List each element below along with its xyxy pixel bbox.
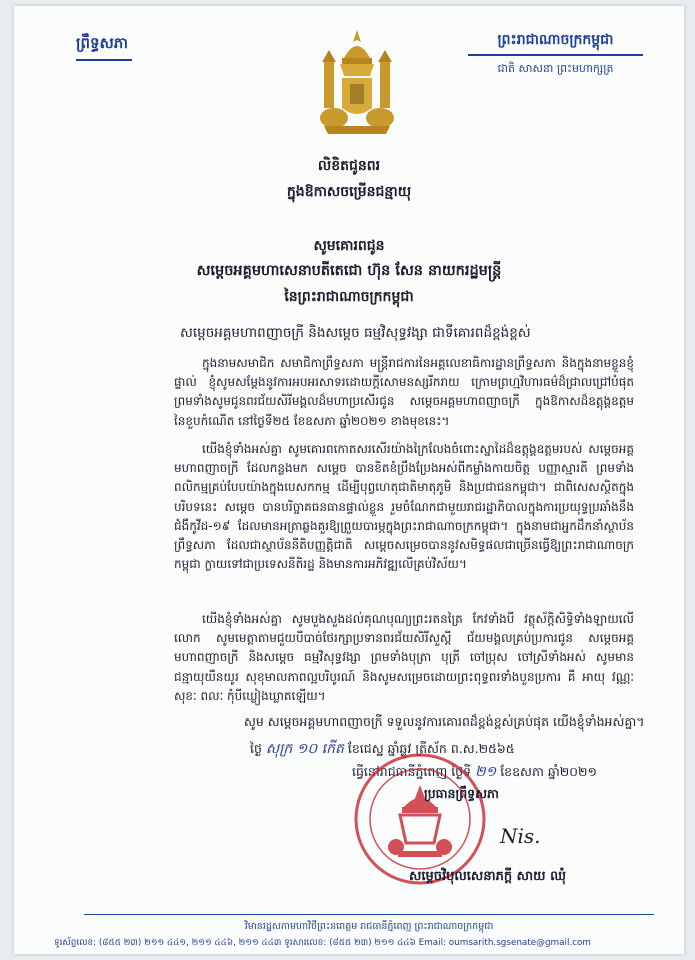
- royal-emblem-icon: [314, 28, 400, 136]
- solar-date-prefix: ធ្វើនៅរាជធានីភ្នំពេញ ថ្ងៃទី: [352, 764, 472, 779]
- closing-line: សូម សម្តេចអគ្គមហាពញាចក្រី ទទួលនូវការគោរពដ៏ខ្ពង់ខ្ពស់គ្រប់ផុត យើងខ្ញុំទាំងអស់គ្នា។: [244, 714, 645, 729]
- kingdom-title: ព្រះរាជាណាចក្រកម្ពុជា: [497, 32, 614, 48]
- to-label: សូមគោរពជូន: [313, 238, 385, 254]
- senate-header: [76, 34, 132, 61]
- recipient-org: នៃព្រះរាជាណាចក្រកម្ពុជា: [284, 289, 414, 305]
- kingdom-header: [468, 30, 643, 78]
- solar-date-suffix: ខែឧសភា ឆ្នាំ២០២១: [500, 764, 597, 779]
- letter-occasion: ក្នុងឱកាសចម្រើនជន្មាយុ: [286, 184, 412, 200]
- header-underline: [76, 59, 132, 61]
- recipient-name: សម្តេចអគ្គមហាសេនាបតីតេជោ ហ៊ុន សែន នាយករដ្ឋមន្ត្រី: [196, 263, 502, 279]
- paragraph-3: យើងខ្ញុំទាំងអស់គ្នា សូមបួងសួងដល់គុណបុណ្យព្រះរតនត្រៃ កែវទាំងបី វត្ថុស័ក្តិសិទ្ធិទាំងឡាយលើលោក សូមមេត្តាតាមជួយបីបាច់ថែរក្សាប្រទានពរជ័យសិរីសួស្តី ជ័យមង្គលគ្រប់ប្រការជូន សម្តេចអគ្គមហាពញាចក្រី និងសម្តេច ធម្មវិសុទ្ធវង្សា ព្រមទាំងបុត្រា បុត្រី ចៅប្រុស ចៅស្រីទាំងអស់ សូមមានជន្មាយុយឺនយូរ សុខុមាលភាពល្អបរិបូរណ៍ និងសូមសម្រេចដោយព្រះពុទ្ធពរទាំងបួនប្រការ គឺ អាយុ វណ្ណៈ សុខៈ ពលៈ កុំបីឃ្លៀងឃ្លាតឡើយ។: [174, 612, 634, 703]
- footer-address: វិមានរដ្ឋសភាមហាវិថីព្រះនរោត្តម រាជធានីភ្នំពេញ ព្រះរាជាណាចក្រកម្ពុជា: [244, 921, 494, 932]
- signer-role: ប្រធានព្រឹទ្ធសភា: [424, 786, 499, 801]
- footer-divider: [84, 914, 654, 915]
- letter-type: លិខិតជូនពរ: [317, 158, 381, 174]
- header-underline: [468, 54, 643, 56]
- signer-name: សម្តេចវិបុលសេនាភក្តី សាយ ឈុំ: [409, 869, 566, 884]
- paragraph-1: ក្នុងនាមសមាជិក សមាជិកាព្រឹទ្ធសភា មន្ត្រីរាជការនៃអគ្គលេខាធិការដ្ឋានព្រឹទ្ធសភា និងក្នុងនាមខ្លួនខ្ញុំផ្ទាល់ ខ្ញុំសូមសម្តែងនូវការអបអរសាទរដោយក្តីសោមនស្សរីករាយ ក្រោមព្រហ្មវិហារធម៌ដ៏ជ្រាលជ្រៅបំផុតព្រមទាំងសូមជូនពរជ័យសិរីមង្គលដ៏មហាប្រសើរជូន សម្តេចអគ្គមហាពញាចក្រី ក្នុងឱកាសដ៏ឧត្តុង្គឧត្តមនៃខួបកំណើត នៅថ្ងៃទី២៥ ខែឧសភា ឆ្នាំ២០២១ ខាងមុខនេះ។: [174, 356, 634, 428]
- paragraph-2: យើងខ្ញុំទាំងអស់គ្នា សូមគោរពកោតសរសើរយ៉ាងក្រៃលែងចំពោះស្នាដៃដ៏ឧត្តុង្គឧត្តមរបស់ សម្តេចអគ្គមហាពញាចក្រី ដែលកន្លងមក សម្តេច បានខិតខំប្រឹងប្រែងអស់ពីកម្លាំងកាយចិត្ត បញ្ញាស្មារតី ព្រមទាំងពលិកម្មគ្រប់បែបយ៉ាងក្នុងបេសកកម្ម ដើម្បីបុព្វហេតុជាតិមាតុភូមិ និងប្រជាជនកម្ពុជា។ ជាពិសេសស្ថិតក្នុងបរិបទនេះ សម្តេច បានបរិច្ចាគធនធានផ្ទាល់ខ្លួន រួមចំណែកជាមួយរាជរដ្ឋាភិបាលក្នុងការប្រយុទ្ធប្រឆាំងនឹងជំងឺកូវីដ-១៩ ដែលមានអត្រាឆ្លងគួរឱ្យព្រួយបារម្ភក្នុងព្រះរាជាណាចក្រកម្ពុជា។ ក្នុងនាមជាអ្នកដឹកនាំស្ថាប័នព្រឹទ្ធសភា ដែលជាស្ថាប័ននីតិបញ្ញត្តិជាតិ សម្តេចសម្រេចបាននូវសមិទ្ធផលជាច្រើនធ្វើឱ្យព្រះរាជាណាចក្រកម្ពុជា ក្លាយទៅជាប្រទេសនីតិរដ្ឋ និងមានការអភិវឌ្ឍលើគ្រប់វិស័យ។: [174, 442, 634, 572]
- lunar-date-suffix: ខែជេស្ឋ ឆ្នាំឆ្លូវ ត្រីស័ក ព.ស.២៥៦៥: [347, 741, 515, 756]
- official-seal-icon: [352, 751, 488, 887]
- footer-contacts: ទូរស័ព្ទលេខ: (៨៥៥ ២៣) ២១១ ៤៤១, ២១១ ៤៤៦, ២១១ ៤៤៣ ទូរសារលេខ: (៨៥៥ ២៣) ២១១ ៤៤៦ Email: oumsarith.sgsenate@gmail.com: [54, 938, 591, 948]
- lunar-date-prefix: ថ្ងៃ: [250, 741, 262, 756]
- kingdom-motto: ជាតិ សាសនា ព្រះមហាក្សត្រ: [497, 62, 614, 75]
- lunar-date-handwritten: សុក្រ ១០ កើត: [265, 741, 344, 757]
- signature-mark: Nis.: [500, 824, 541, 848]
- salutation: សម្តេចអគ្គមហាពញាចក្រី និងសម្តេច ធម្មវិសុទ្ធវង្សា ជាទីគោរពដ៏ខ្ពង់ខ្ពស់: [180, 325, 531, 341]
- senate-title: ព្រឹទ្ធសភា: [76, 34, 129, 52]
- letter-page: [14, 6, 684, 954]
- solar-date-handwritten: ២១: [475, 764, 497, 780]
